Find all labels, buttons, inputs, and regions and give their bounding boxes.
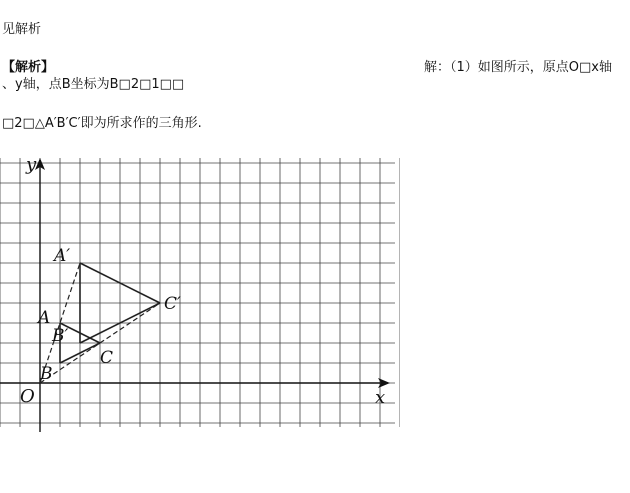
y-axis-label: y [26, 154, 37, 175]
x-axis-label: x [375, 387, 386, 408]
answer-text: 见解析 [2, 22, 42, 37]
point-label-C-prime: C′ [164, 294, 181, 314]
grid-lines [0, 158, 400, 427]
point-label-B: B [40, 364, 53, 384]
solution-continuation: 、y轴，点B坐标为B□2□1□□ [2, 77, 185, 92]
solution-intro: 解：（1）如图所示，原点O□x轴 [424, 60, 612, 75]
analysis-heading: 【解析】 [2, 60, 55, 75]
point-label-B-prime: B′ [52, 326, 69, 346]
step2-text: □2□△A′B′C′即为所求作的三角形. [2, 116, 202, 131]
point-label-C: C [100, 348, 114, 368]
point-label-A: A [38, 308, 51, 328]
point-label-A-prime: A′ [54, 246, 71, 266]
coordinate-grid-figure [0, 150, 400, 432]
origin-label: O [20, 386, 35, 407]
